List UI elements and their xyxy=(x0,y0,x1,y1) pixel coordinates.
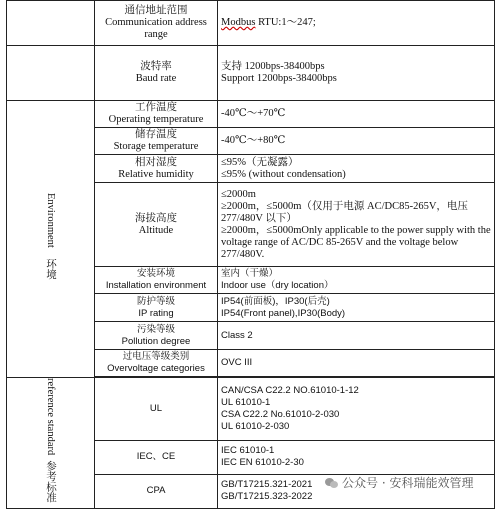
row-comm-address xyxy=(7,1,495,46)
baud-rate-label: 波特率 Baud rate xyxy=(95,46,218,101)
wechat-icon xyxy=(325,477,339,489)
cpa-value: GB/T17215.321-2021 GB/T17215.323-2022 xyxy=(218,474,495,508)
overvoltage-label: 过电压等级类别 Overvoltage categories xyxy=(95,350,218,377)
blank-group-cell xyxy=(7,46,95,101)
row-ul xyxy=(7,378,495,441)
operating-temp-value: -40℃～+70℃ xyxy=(218,101,495,128)
environment-group-cell xyxy=(7,101,95,378)
row-baud-rate xyxy=(7,46,495,101)
row-operating-temp xyxy=(7,101,495,128)
environment-group-label: Environment 环境 xyxy=(45,193,56,280)
overvoltage-value: OVC III xyxy=(218,350,495,377)
spec-table xyxy=(6,0,495,509)
comm-address-label: 通信地址范围 Communication address range xyxy=(95,1,218,46)
humidity-value: ≤95%（无凝露） ≤95% (without condensation) xyxy=(218,155,495,183)
installation-value: 室内（干燥） Indoor use（dry location） xyxy=(218,267,495,294)
cpa-label: CPA xyxy=(95,474,218,508)
watermark-text: 公众号 · 安科瑞能效管理 xyxy=(342,476,474,490)
watermark xyxy=(325,474,473,491)
blank-group-cell xyxy=(7,1,95,46)
iec-label: IEC、CE xyxy=(95,441,218,475)
ul-label: UL xyxy=(95,378,218,441)
altitude-label: 海拔高度 Altitude xyxy=(95,183,218,267)
standards-group-cell xyxy=(7,378,95,509)
standards-group-label: reference standard 参考标准 xyxy=(45,378,56,503)
baud-rate-value: 支持 1200bps-38400bps Support 1200bps-38400bps xyxy=(218,46,495,101)
storage-temp-label: 储存温度 Storage temperature xyxy=(95,128,218,155)
storage-temp-value: -40℃～+80℃ xyxy=(218,128,495,155)
humidity-label: 相对湿度 Relative humidity xyxy=(95,155,218,183)
protection-label: 防护等级 IP rating xyxy=(95,294,218,322)
iec-value: IEC 61010-1 IEC EN 61010-2-30 xyxy=(218,441,495,475)
pollution-label: 污染等级 Pollution degree xyxy=(95,322,218,350)
modbus-text: Modbus xyxy=(221,17,256,28)
installation-label: 安装环境 Installation environment xyxy=(95,267,218,294)
comm-address-value: Modbus RTU:1～247; xyxy=(218,1,495,46)
protection-value: IP54(前面板)，IP30(后壳) IP54(Front panel),IP30(Body) xyxy=(218,294,495,322)
altitude-value: ≤2000m ≥2000m，≤5000m（仅用于电源 AC/DC85-265V，电压 277/480V 以下） ≥2000m，≤5000mOnly applicable to the power supply with the voltage range of AC/DC 85-265V and the voltage below 277/480V. xyxy=(218,183,495,267)
pollution-value: Class 2 xyxy=(218,322,495,350)
operating-temp-label: 工作温度 Operating temperature xyxy=(95,101,218,128)
ul-value: CAN/CSA C22.2 NO.61010-1-12 UL 61010-1 CSA C22.2 No.61010-2-030 UL 61010-2-030 xyxy=(218,378,495,441)
